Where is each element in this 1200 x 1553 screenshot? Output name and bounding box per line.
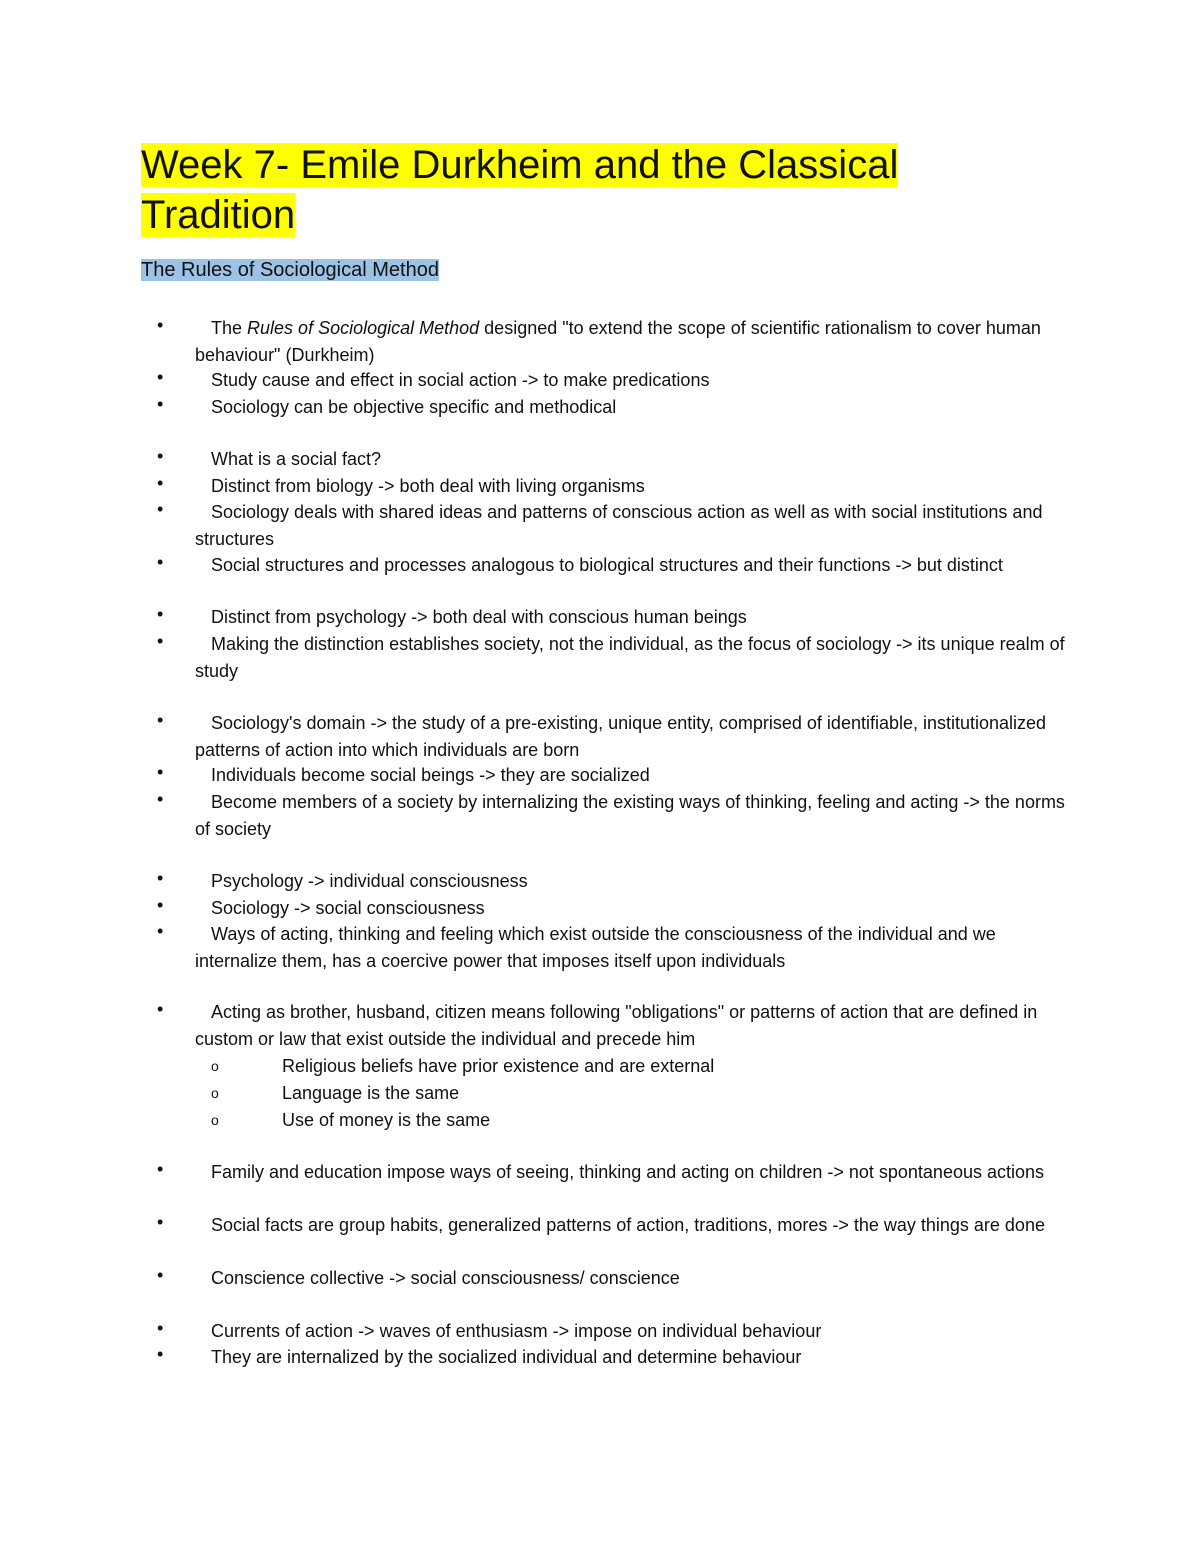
list-item-text: Currents of action -> waves of enthusiasm -> impose on individual behaviour	[211, 1321, 822, 1341]
list-item-text: Ways of acting, thinking and feeling which exist outside the consciousness of the individual and we internalize them, has a coercive power that imposes itself upon individuals	[195, 924, 996, 971]
list-item-text: Acting as brother, husband, citizen means following "obligations" or patterns of action that are defined in custom or law that exist outside the individual and precede him	[195, 1002, 1038, 1049]
list-item-text: They are internalized by the socialized individual and determine behaviour	[211, 1347, 802, 1367]
bullet-marker: •	[157, 1265, 164, 1285]
bullet-marker: •	[157, 999, 164, 1019]
list-item-text: Making the distinction establishes society, not the individual, as the focus of sociology -> its unique realm of study	[195, 634, 1065, 681]
list-item-text: Distinct from psychology -> both deal with conscious human beings	[211, 607, 747, 627]
sub-bullet-marker: o	[211, 1112, 219, 1128]
bullet-marker: •	[157, 895, 164, 915]
list-item-text: Social structures and processes analogous to biological structures and their functions -> but distinct	[211, 555, 1003, 575]
sub-list-item-text: Religious beliefs have prior existence and are external	[282, 1056, 715, 1076]
list-item-text: Family and education impose ways of seeing, thinking and acting on children -> not spontaneous actions	[211, 1162, 1045, 1182]
section-heading	[141, 255, 439, 285]
bullet-marker: •	[157, 604, 164, 624]
list-item-text: Social facts are group habits, generalized patterns of action, traditions, mores -> the way things are done	[211, 1215, 1045, 1235]
list-item-text: Sociology deals with shared ideas and patterns of conscious action as well as with social institutions and structures	[195, 502, 1043, 549]
document-title-text: Week 7- Emile Durkheim and the Classical Tradition	[141, 143, 899, 237]
list-item-text: Sociology -> social consciousness	[211, 898, 485, 918]
document-title	[141, 140, 1021, 240]
list-item-text: Sociology's domain -> the study of a pre-existing, unique entity, comprised of identifiable, institutionalized patterns of action into which individuals are born	[195, 713, 1047, 760]
bullet-marker: •	[157, 315, 164, 335]
list-item-text: Psychology -> individual consciousness	[211, 871, 528, 891]
list-item-text: Sociology can be objective specific and methodical	[211, 397, 617, 417]
list-item-text: Distinct from biology -> both deal with living organisms	[211, 476, 645, 496]
bullet-marker: •	[157, 1344, 164, 1364]
bullet-marker: •	[157, 394, 164, 414]
list-item-text: Study cause and effect in social action -> to make predications	[211, 370, 710, 390]
bullet-marker: •	[157, 631, 164, 651]
bullet-marker: •	[157, 710, 164, 730]
list-item-text: The Rules of Sociological Method designed "to extend the scope of scientific rationalism to cover human behaviour" (Durkheim)	[195, 318, 1041, 365]
bullet-marker: •	[157, 446, 164, 466]
section-heading-text: The Rules of Sociological Method	[141, 259, 439, 281]
bullet-marker: •	[157, 499, 164, 519]
bullet-marker: •	[157, 367, 164, 387]
bullet-marker: •	[157, 921, 164, 941]
list-item-text: Individuals become social beings -> they are socialized	[211, 765, 650, 785]
sub-list-item-text: Use of money is the same	[282, 1110, 491, 1130]
list-item-text: Become members of a society by internalizing the existing ways of thinking, feeling and acting -> the norms of society	[195, 792, 1065, 839]
book-title-italic: Rules of Sociological Method	[247, 318, 480, 338]
bullet-marker: •	[157, 868, 164, 888]
sub-bullet-marker: o	[211, 1058, 219, 1074]
bullet-marker: •	[157, 473, 164, 493]
bullet-marker: •	[157, 762, 164, 782]
bullet-marker: •	[157, 789, 164, 809]
sub-list-item-text: Language is the same	[282, 1083, 460, 1103]
sub-bullet-marker: o	[211, 1085, 219, 1101]
bullet-marker: •	[157, 552, 164, 572]
bullet-marker: •	[157, 1318, 164, 1338]
bullet-marker: •	[157, 1212, 164, 1232]
bullet-marker: •	[157, 1159, 164, 1179]
list-item-text: What is a social fact?	[211, 449, 382, 469]
list-item-text: Conscience collective -> social consciousness/ conscience	[211, 1268, 680, 1288]
